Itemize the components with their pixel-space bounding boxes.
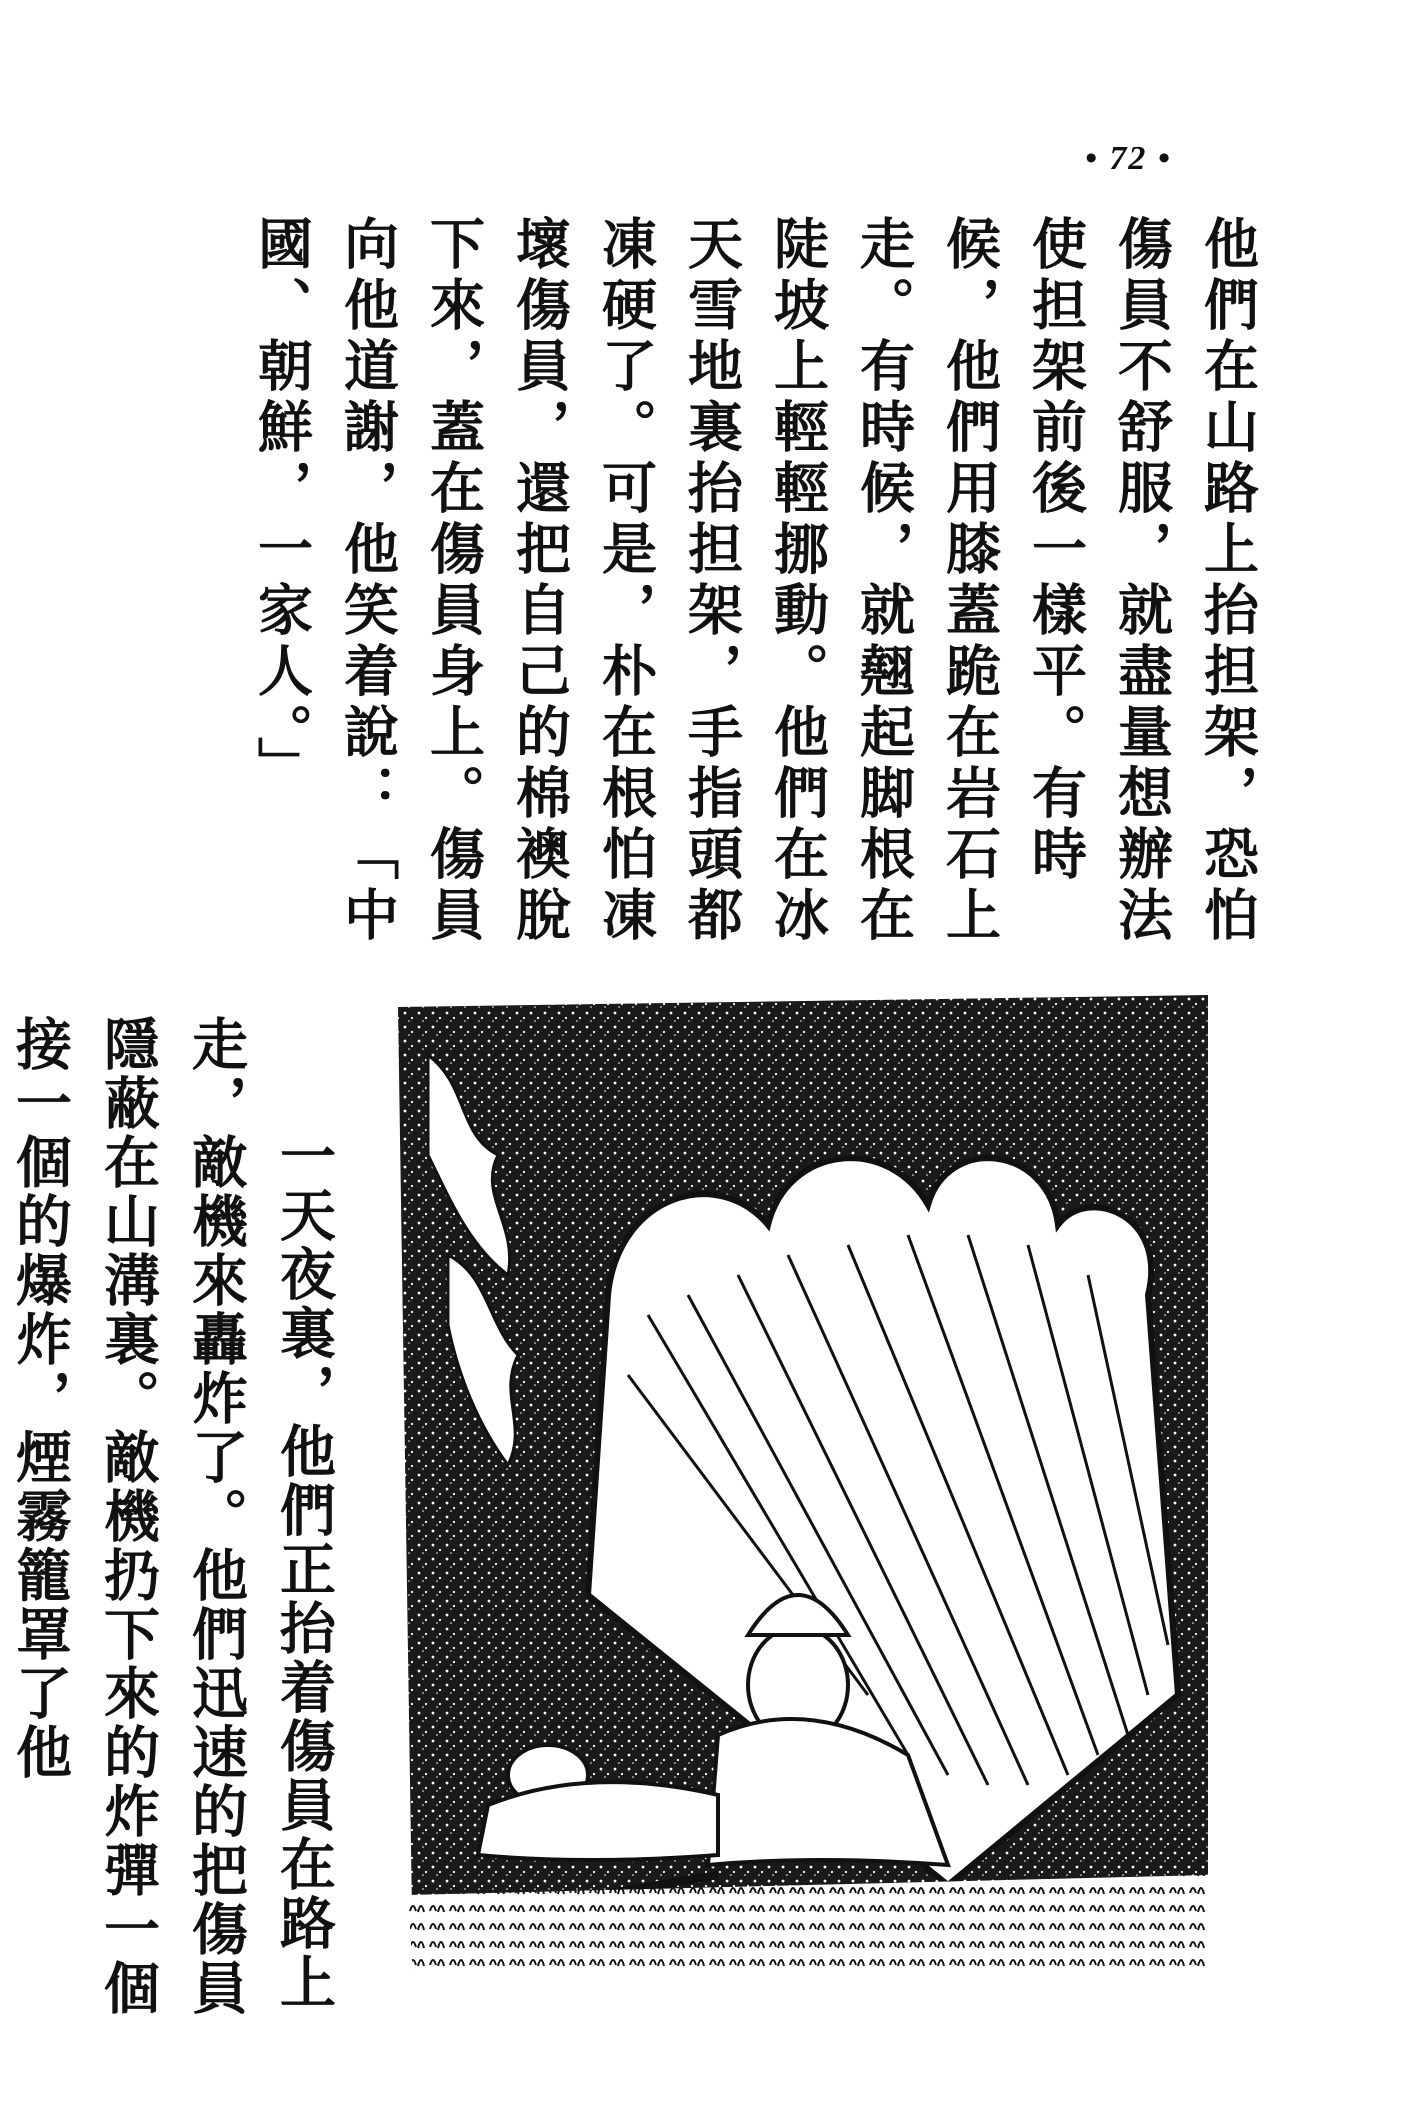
- upper-text-column: [249, 215, 1270, 975]
- illustration: [388, 995, 1218, 1975]
- lower-paragraph: 一天夜裏，他們正抬着傷員在路上走，敵機來轟炸了。他們迅速的把傷員隱蔽在山溝裏。敵機扔下來的炸彈一個接一個的爆炸，煙霧籠罩了他: [7, 1015, 337, 2018]
- woodcut-illustration-icon: [388, 995, 1218, 1975]
- page-number: • 72 •: [1085, 140, 1172, 177]
- lower-text-column: [7, 1015, 348, 2025]
- upper-paragraph: 他們在山路上抬担架，恐怕傷員不舒服，就盡量想辦法使担架前後一樣平。有時候，他們用膝蓋跪在岩石上走。有時候，就翹起脚根在陡坡上輕輕挪動。他們在冰天雪地裏抬担架，手指頭都凍硬了。可是，朴在根怕凍壞傷員，還把自己的棉襖脫下來，蓋在傷員身上。傷員向他道謝，他笑着說：「中國、朝鮮，一家人。」: [249, 215, 1260, 947]
